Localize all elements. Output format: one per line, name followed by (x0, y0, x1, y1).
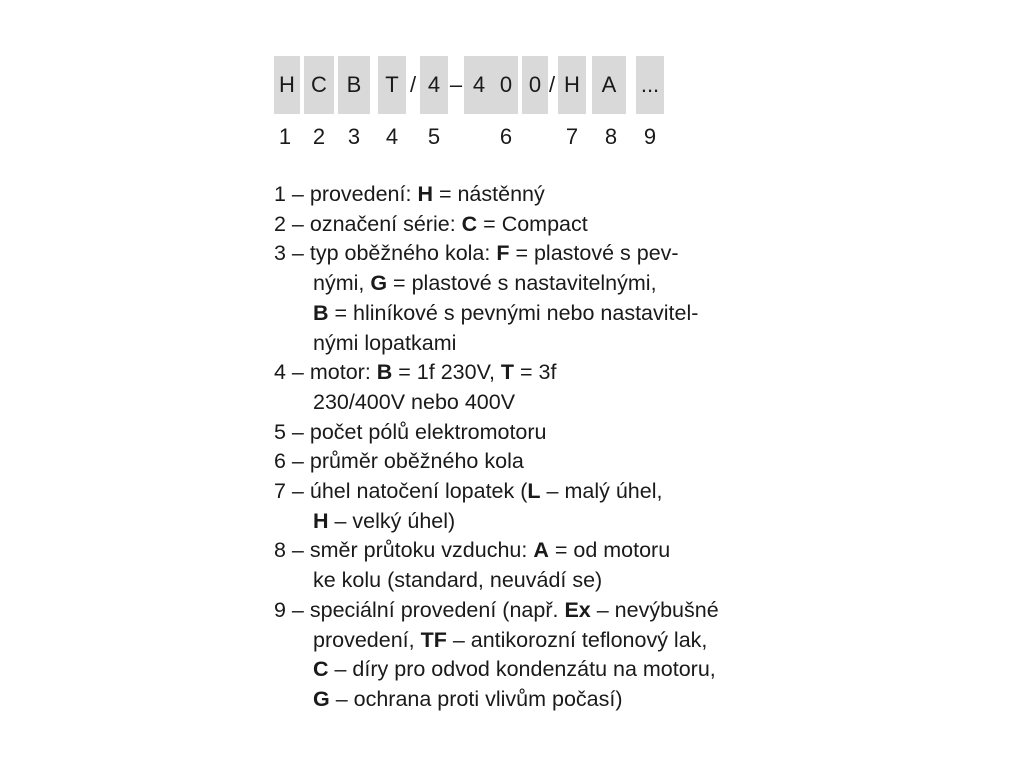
position-number: 9 (643, 124, 657, 149)
legend-line: provedení, TF – antikorozní teflonový lak, (313, 627, 708, 652)
code-char: T (385, 72, 399, 97)
position-number: 8 (604, 124, 618, 149)
code-legend (274, 180, 774, 715)
legend-line: B = hliníkové s pevnými nebo nastavitel- (313, 300, 699, 325)
legend-line: 230/400V nebo 400V (313, 389, 516, 414)
code-char: 0 (499, 72, 513, 97)
legend-line: 4 – motor: B = 1f 230V, T = 3f (274, 360, 557, 385)
code-box-6c (522, 56, 548, 114)
legend-line: nými lopatkami (313, 330, 457, 355)
legend-line: 1 – provedení: H = nástěnný (274, 182, 545, 206)
code-char: B (346, 72, 362, 97)
legend-line: 6 – průměr oběžného kola (274, 449, 524, 474)
code-box-2 (304, 56, 334, 114)
legend-line: 8 – směr průtoku vzduchu: A = od motoru (274, 538, 671, 563)
code-box-9 (636, 56, 664, 114)
code-separator: – (449, 72, 463, 97)
code-char: 0 (528, 72, 542, 97)
code-box-4 (378, 56, 406, 114)
code-char: ... (640, 72, 660, 97)
position-number: 5 (427, 124, 441, 149)
code-box-5 (420, 56, 448, 114)
code-box-3 (338, 56, 370, 114)
legend-line: nými, G = plastové s nastavitelnými, (313, 271, 657, 296)
legend-line: H – velký úhel) (313, 508, 456, 533)
legend-line: G – ochrana proti vlivům počasí) (313, 686, 623, 711)
code-char: A (601, 72, 617, 97)
position-number: 6 (499, 124, 513, 149)
code-char: 4 (427, 72, 441, 97)
code-separator: / (409, 72, 417, 97)
code-char: 4 (472, 72, 486, 97)
position-number: 1 (278, 124, 292, 149)
legend-line: 7 – úhel natočení lopatek (L – malý úhel, (274, 479, 663, 504)
legend-line: C – díry pro odvod kondenzátu na motoru, (313, 657, 716, 682)
position-number: 3 (347, 124, 361, 149)
code-box-6a (464, 56, 494, 114)
legend-line: ke kolu (standard, neuvádí se) (313, 568, 603, 593)
legend-line: 2 – označení série: C = Compact (274, 211, 588, 236)
position-number: 7 (565, 124, 579, 149)
position-number: 4 (385, 124, 399, 149)
code-char: H (564, 72, 580, 97)
code-char: H (279, 72, 295, 97)
code-box-8 (592, 56, 626, 114)
code-box-1 (274, 56, 300, 114)
legend-line: 3 – typ oběžného kola: F = plastové s pev- (274, 241, 679, 266)
position-number: 2 (312, 124, 326, 149)
code-char: C (311, 72, 327, 97)
legend-line: 5 – počet pólů elektromotoru (274, 419, 547, 444)
code-box-6b (494, 56, 518, 114)
code-separator: / (548, 72, 556, 97)
legend-line: 9 – speciální provedení (např. Ex – nevýbušné (274, 597, 719, 622)
code-box-7 (558, 56, 586, 114)
